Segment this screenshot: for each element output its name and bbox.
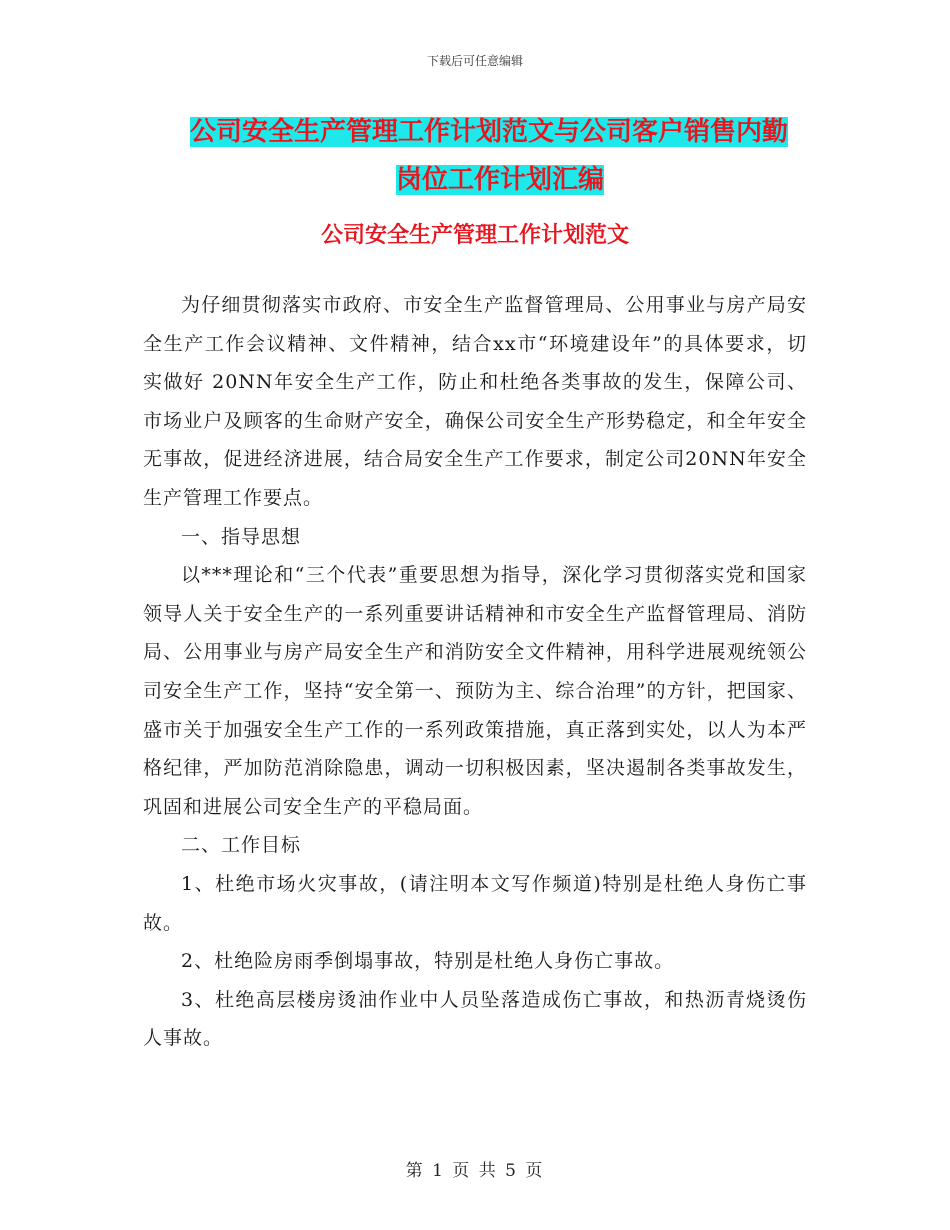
paragraph-guiding-ideology: 以***理论和“三个代表”重要思想为指导，深化学习贯彻落实党和国家领导人关于安全生产的一系列重要讲话精神和市安全生产监督管理局、消防局、公用事业与房产局安全生产和消防安全文件精神，用科学进展观统领公司安全生产工作，坚持“安全第一、预防为主、综合治理”的方针，把国家、盛市关于加强安全生产工作的一系列政策措施，真正落到实处，以人为本严格纪律，严加防范消除隐患，调动一切积极因素，坚决遏制各类事故发生，巩固和进展公司安全生产的平稳局面。: [143, 564, 807, 818]
header-note: 下载后可任意编辑: [426, 54, 523, 68]
goal-item-2: 2、杜绝险房雨季倒塌事故，特别是杜绝人身伤亡事故。: [181, 950, 675, 973]
heading-work-goals: 二、工作目标: [181, 834, 302, 857]
section-title: 公司安全生产管理工作计划范文: [320, 223, 629, 248]
heading-guiding-ideology: 一、指导思想: [181, 525, 302, 548]
document-title-line-1: [190, 108, 810, 156]
paragraph-intro: 为仔细贯彻落实市政府、市安全生产监督管理局、公用事业与房产局安全生产工作会议精神、文件精神，结合xx市“环境建设年”的具体要求，切实做好 20NN年安全生产工作，防止和杜绝各类事故的发生，保障公司、市场业户及顾客的生命财产安全，确保公司安全生产形势稳定，和全年安全无事故，促进经济进展，结合局安全生产工作要求，制定公司20NN年安全生产管理工作要点。: [143, 294, 807, 509]
title-highlight: 公司安全生产管理工作计划范文与公司客户销售内勤: [190, 117, 789, 147]
document-title: [190, 108, 810, 204]
body-text: [143, 286, 807, 1058]
page-number: 第 1 页 共 5 页: [405, 1161, 545, 1181]
title-highlight: 岗位工作计划汇编: [395, 165, 604, 195]
goal-item-3: 3、杜绝高层楼房烫油作业中人员坠落造成伤亡事故，和热沥青烧烫伤人事故。: [143, 988, 807, 1050]
goal-item-1: 1、杜绝市场火灾事故，(请注明本文写作频道)特别是杜绝人身伤亡事故。: [143, 872, 807, 934]
document-title-line-2: [190, 156, 810, 204]
